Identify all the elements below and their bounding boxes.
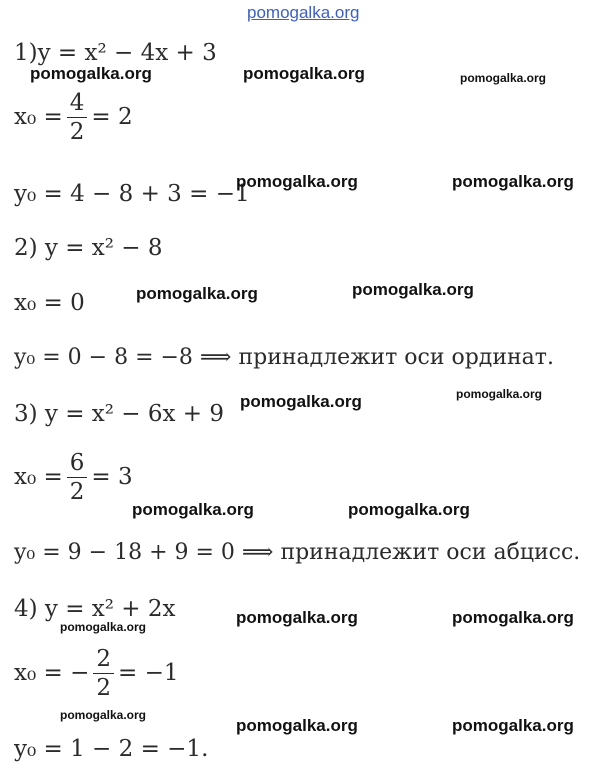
vertex-x-1 bbox=[14, 92, 133, 144]
watermark: pomogalka.org bbox=[236, 608, 358, 627]
vertex-x-3 bbox=[14, 452, 133, 504]
vertex-y-1: y₀ = 4 − 8 + 3 = −1 bbox=[14, 181, 250, 207]
denominator: 2 bbox=[67, 477, 88, 504]
equation-2 bbox=[14, 237, 163, 260]
watermark: pomogalka.org bbox=[136, 284, 258, 303]
watermark: pomogalka.org bbox=[452, 716, 574, 735]
vertex-x-2: x₀ = 0 bbox=[14, 290, 85, 316]
vertex-y-4: y₀ = 1 − 2 = −1. bbox=[14, 736, 209, 762]
fraction bbox=[93, 648, 114, 700]
function-expression: y = x² − 8 bbox=[44, 235, 163, 261]
watermark: pomogalka.org bbox=[243, 64, 365, 83]
numerator: 6 bbox=[69, 450, 85, 476]
watermark: pomogalka.org bbox=[236, 716, 358, 735]
watermark: pomogalka.org bbox=[452, 608, 574, 627]
watermark: pomogalka.org bbox=[60, 620, 147, 634]
equation-4 bbox=[14, 598, 176, 621]
lhs: x₀ = bbox=[14, 464, 63, 490]
item-number: 4) bbox=[14, 596, 38, 622]
denominator: 2 bbox=[67, 117, 88, 144]
watermark: pomogalka.org bbox=[236, 172, 358, 191]
fraction bbox=[67, 92, 88, 144]
denominator: 2 bbox=[93, 673, 114, 700]
header-watermark: pomogalka.org bbox=[247, 3, 360, 22]
watermark: pomogalka.org bbox=[460, 71, 547, 85]
watermark: pomogalka.org bbox=[240, 392, 362, 411]
watermark: pomogalka.org bbox=[348, 500, 470, 519]
item-number: 2) bbox=[14, 235, 38, 261]
fraction bbox=[67, 452, 88, 504]
vertex-y-2: y₀ = 0 − 8 = −8 ⟹ принадлежит оси ординат. bbox=[14, 345, 554, 370]
item-number: 3) bbox=[14, 401, 38, 427]
function-expression: y = x² + 2x bbox=[44, 596, 176, 622]
rhs: = 3 bbox=[91, 464, 133, 490]
watermark: pomogalka.org bbox=[352, 280, 474, 299]
watermark: pomogalka.org bbox=[452, 172, 574, 191]
numerator: 4 bbox=[69, 90, 85, 116]
equation-3 bbox=[14, 403, 224, 426]
lhs: x₀ = bbox=[14, 104, 63, 130]
watermark: pomogalka.org bbox=[132, 500, 254, 519]
equation-1 bbox=[14, 42, 217, 65]
rhs: = −1 bbox=[118, 660, 179, 686]
vertex-y-3: y₀ = 9 − 18 + 9 = 0 ⟹ принадлежит оси абцисс. bbox=[14, 540, 581, 565]
watermark: pomogalka.org bbox=[30, 64, 152, 83]
numerator: 2 bbox=[96, 646, 111, 672]
lhs: x₀ = − bbox=[14, 660, 90, 686]
function-expression: y = x² − 6x + 9 bbox=[44, 401, 225, 427]
vertex-x-4 bbox=[14, 648, 179, 700]
watermark: pomogalka.org bbox=[456, 387, 543, 401]
function-expression: y = x² − 4x + 3 bbox=[37, 40, 217, 66]
rhs: = 2 bbox=[91, 104, 133, 130]
watermark: pomogalka.org bbox=[60, 708, 147, 722]
item-number: 1) bbox=[14, 40, 38, 66]
